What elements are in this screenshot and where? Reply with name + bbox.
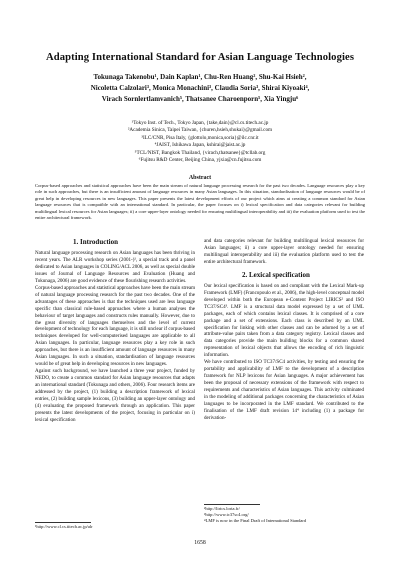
affiliation: ¹Tokyo Inst. of Tech., Tokyo Japan, {take,dain}@cl.cs.titech.ac.jp: [131, 120, 269, 126]
affiliation: ²Academia Sinica, Taipei Taiwan, {churen,hsieh,shukai}@gmail.com: [127, 127, 273, 134]
affiliation-list: [40, 120, 360, 164]
affiliation: ³ILC/CNR, Pisa Italy, {glottolo,monica,soria}@ilc.cnr.it: [141, 134, 259, 141]
body-paragraph: Our lexical specification is based on and compliant with the Lexical Mark-up Framework (LMF) (Francopoulo et al., 2006), the high-level conceptual model developed within both the European e-Content Project LIRICS² and ISO TC37/SC4³. LMF is a structural data model expressed by a set of UML packages, each of which contains lexical classes. It is comprised of a core package and a set of extensions. Each class is described by an UML specification for linking with other classes and can be adorned by a set of attribute-value pairs taken from a data category registry. Lexical classes and data categories provide the main building blocks for a common shared representation of lexical objects that allows the encoding of rich linguistic information.: [204, 282, 364, 359]
footnote: ³http://www.tc37sc4.org/: [204, 512, 249, 517]
footnote-rule: [35, 522, 91, 523]
footnote-rule: [204, 504, 260, 505]
right-column: [204, 238, 364, 422]
page-number: 1658: [194, 540, 206, 546]
body-paragraph: Corpus-based approaches and statistical approaches have been the main stream of natural language processing research for the past two decades. One of the advantages of these approaches is that the techniques used are less language specific than classical rule-based approaches where a human analyses the behaviour of target languages and constructs rules manually. However, due to the great diversity of languages themselves and the level of current development of technology for each language, it is still unclear if corpus-based techniques developed for well-computerised languages are applicable to all Asian languages. In particular, language resources play a key role in such approaches, but there is an insufficient amount of language resources in many Asian languages. In such a situation, standardisation of language resources would be of great help in developing resources in new languages.: [35, 284, 195, 368]
section-heading: 1. Introduction: [73, 238, 118, 246]
footnote: ²http://lirics.loria.fr/: [204, 506, 240, 511]
body-paragraph: Against such background, we have launched a three year project, funded by NEDO, to create a common standard for Asian language resources that adapts an international standard (Tokunaga and others, 2006). Four research items are addressed by the project, (1) building a description framework of lexical entries, (2) building sample lexicons, (3) building an upper-layer ontology and (4) evaluating the proposed framework through an application. This paper presents the latest developments of the project, focusing in particular on i) lexical specification: [35, 368, 195, 423]
section-heading: 2. Lexical specification: [242, 270, 310, 279]
affiliation: ⁶Fujitsu R&D Center, Beijing China, yjxia@cn.fujitsu.com: [138, 157, 262, 164]
author-line: Nicoletta Calzolari³, Monica Monachini³, Claudia Soria³, Shirai Kiyoaki⁴,: [90, 84, 310, 92]
paper-title: Adapting International Standard for Asian Language Technologies: [45, 52, 355, 63]
footnote: ⁴LMF is now in the Final Draft of International Standard: [204, 518, 307, 523]
body-paragraph: and data categories relevant for building multilingual lexical resources for Asian languages; ii) a core upper-layer ontology needed for ensuring multilingual interoperability and iii) the evaluation platform used to test the entire architectural framework.: [204, 238, 364, 265]
body-paragraph: Natural language processing research on Asian languages has been thriving in recent years. The ALR workshop series (2001-)¹, a special track and a panel dedicated to Asian languages in COLING/ACL 2006, as well as special double issues of Journal of Language Resources and Evaluation (Huang and Tokunaga, 2006) are good evidence of these flourishing research activities.: [35, 250, 195, 284]
abstract-heading: Abstract: [188, 175, 212, 181]
author-line: Virach Sornlertlamvanich⁵, Thatsanee Charoenporn⁵, Xia Yingju⁶: [101, 95, 299, 103]
footnote: ¹http://www.cl.cs.titech.ac.jp/alr: [35, 524, 93, 529]
author-line: Tokunaga Takenobu¹, Dain Kaplan¹, Chu-Ren Huang², Shu-Kai Hsieh²,: [93, 73, 307, 81]
author-list: [20, 72, 380, 105]
affiliation: ⁵TCL/NIST, Bangkok Thailand, {virach,thatsanee}@tcllab.org: [134, 149, 266, 156]
body-paragraph: We have contributed to ISO TC37/SC4 activities, by testing and ensuring the portability and applicability of LMF to the development of a description framework for NLP lexicons for Asian languages. A major achievement has been the proposal of necessary extensions of the framework with respect to requirements and characteristics of Asian languages. This activity culminated in the modeling of additional packages concerning the characteristics of Asian languages to be incorporated in the LMF standard. We contributed to the finalisation of the LMF draft revision 14⁴ including (1) a package for derivation-: [204, 359, 364, 421]
abstract-text: Corpus-based approaches and statistical approaches have been the main stream of natural language processing research for the past two decades. Language resources play a key role in such approaches, but there is an insufficient amount of language resources in many Asian languages. In this situation, standardisation of language resources would be of great help in developing resources in new languages. This paper presents the latest development efforts of our project which aims at creating a common standard for Asian language resources that is compatible with an international standard. In particular, the paper focuses on i) lexical specification and data categories relevant for building multilingual lexical resources for Asian languages; ii) a core upper-layer ontology needed for ensuring multilingual interoperability and iii) the evaluation platform used to test the entire architectural framework.: [35, 183, 365, 221]
affiliation: ⁴JAIST, Ishikawa Japan, kshirai@jaist.ac.jp: [154, 142, 246, 149]
left-column: [35, 238, 195, 424]
